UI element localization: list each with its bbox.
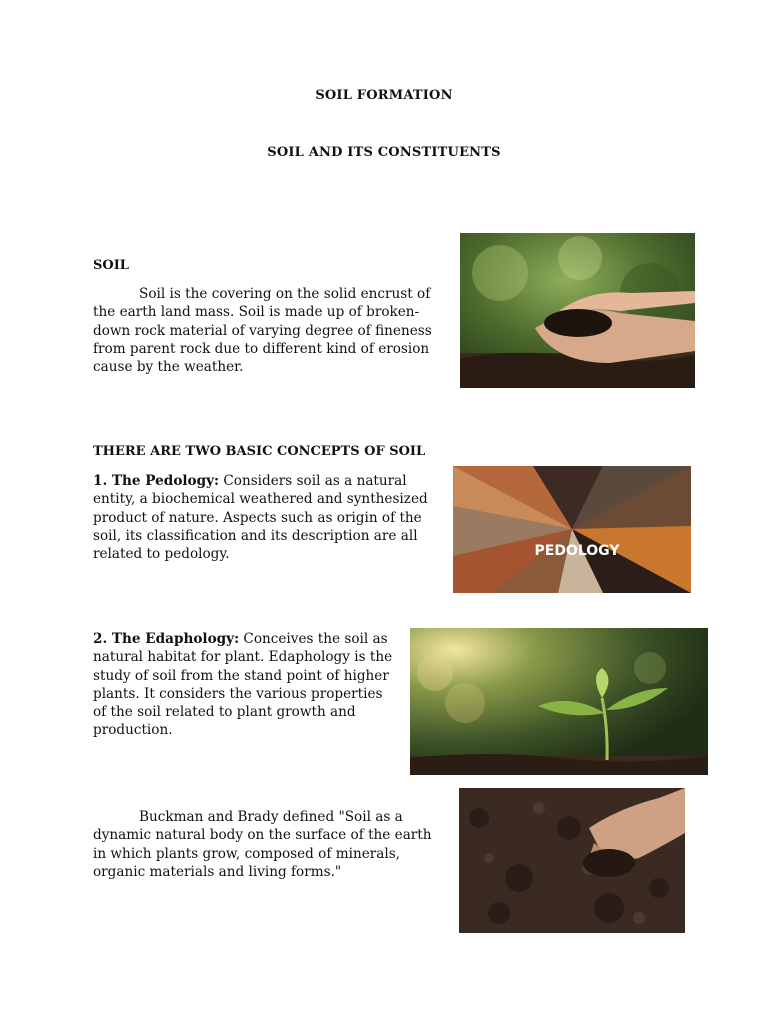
pedology-paragraph xyxy=(93,472,443,563)
soil-in-hands-image xyxy=(460,233,695,388)
definition-paragraph: Buckman and Brady defined "Soil as a dynamic natural body on the surface of the earth in which plants grow, composed of minerals, organic materials and living forms." xyxy=(93,809,432,880)
soil-paragraph: Soil is the covering on the solid encrust of the earth land mass. Soil is made up of broken-down rock material of varying degree of fineness from parent rock due to different kind of erosion cause by the weather. xyxy=(93,286,432,376)
concepts-heading: THERE ARE TWO BASIC CONCEPTS OF SOIL xyxy=(93,444,426,459)
pedology-image xyxy=(453,466,691,593)
edaphology-text: Conceives the soil as natural habitat for plant. Edaphology is the study of soil from the stand point of higher plants. It considers the various properties of the soil related to plant growth and production. xyxy=(93,631,393,739)
pedology-term: 1. The Pedology: xyxy=(93,473,220,489)
pedology-image-label: PEDOLOGY xyxy=(534,543,620,559)
pedology-text: Considers soil as a natural entity, a biochemical weathered and synthesized product of nature. Aspects such as origin of the soil, its classification and its description are all related to pedology. xyxy=(93,473,428,563)
edaphology-term: 2. The Edaphology: xyxy=(93,631,240,647)
edaphology-paragraph xyxy=(93,630,398,740)
hand-in-soil-image xyxy=(459,788,685,933)
soil-heading: SOIL xyxy=(93,258,129,273)
seedling-image xyxy=(410,628,708,775)
document-subtitle: SOIL AND ITS CONSTITUENTS xyxy=(267,145,501,160)
document-title: SOIL FORMATION xyxy=(315,88,453,103)
